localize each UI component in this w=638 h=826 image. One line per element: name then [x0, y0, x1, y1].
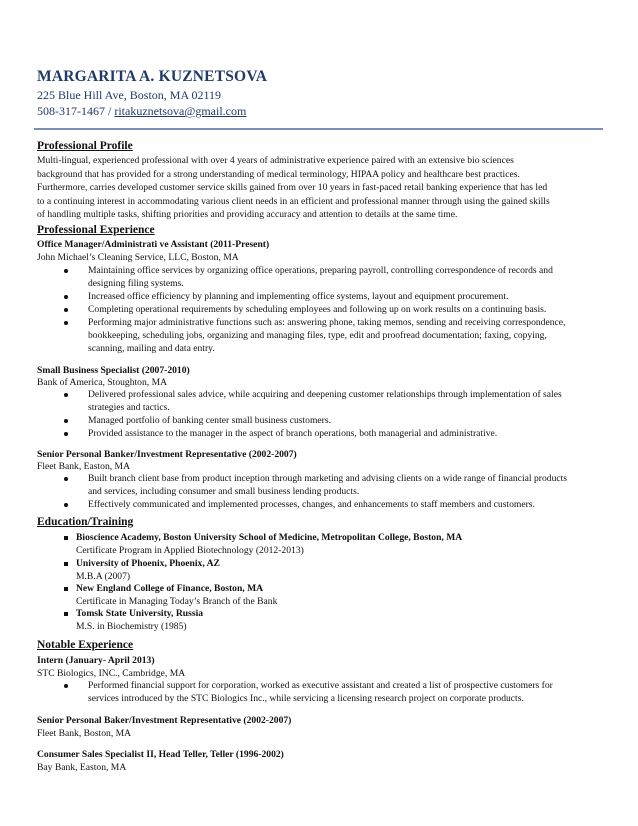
job-title: Small Business Specialist (2007-2010): [37, 365, 190, 376]
bullet-square: [64, 562, 68, 566]
job-bullet-line: Managed portfolio of banking center small business customers.: [88, 415, 331, 426]
job-title: Senior Personal Banker/Investment Representative (2002-2007): [37, 449, 297, 460]
job-bullet-line: Delivered professional sales advice, while acquiring and deepening customer relationships through implementation of sales: [88, 389, 562, 400]
bullet-dot: [64, 477, 68, 481]
job-bullet-line: strategies and tactics.: [88, 402, 170, 413]
job-bullet-line: Effectively communicated and implemented processes, changes, and enhancements to staff members and customers.: [88, 499, 535, 510]
job-org: Bank of America, Stoughton, MA: [37, 377, 168, 388]
contact-line: [37, 104, 246, 119]
bullet-dot: [64, 295, 68, 299]
job-org: Fleet Bank, Boston, MA: [37, 728, 132, 739]
job-title: Intern (January- April 2013): [37, 655, 155, 666]
profile-line: of handling multiple tasks, shifting priorities and providing accuracy and attention to details at the same time.: [37, 209, 458, 220]
bullet-dot: [64, 684, 68, 688]
profile-line: Multi-lingual, experienced professional with over 4 years of administrative experience paired with an extensive bio sciences: [37, 155, 514, 166]
address: 225 Blue Hill Ave, Boston, MA 02119: [37, 88, 222, 102]
candidate-name: MARGARITA A. KUZNETSOVA: [37, 68, 268, 85]
job-org: STC Biologics, INC., Cambridge, MA: [37, 668, 186, 679]
profile-line: Furthermore, carries developed customer service skills gained from over 10 years in fast-paced retail banking experience that has led: [37, 182, 548, 193]
job-org: John Michael’s Cleaning Service, LLC, Boston, MA: [37, 252, 239, 263]
job-bullet-line: Built branch client base from product inception through marketing and advising clients on a wide range of financial products: [88, 473, 568, 484]
school-detail: Certificate Program in Applied Biotechnology (2012-2013): [76, 545, 304, 556]
bullet-dot: [64, 269, 68, 273]
school-name: New England College of Finance, Boston, MA: [76, 583, 264, 594]
job-bullet-line: scanning, mailing and data entry.: [88, 343, 215, 354]
experience-heading: Professional Experience: [37, 224, 155, 236]
bullet-dot: [64, 503, 68, 507]
profile-heading: Professional Profile: [37, 140, 133, 152]
email-link[interactable]: ritakuznetsova@gmail.com: [114, 104, 247, 118]
job-bullet-line: Performed financial support for corporation, worked as executive assistant and created a list of prospective customers for: [88, 680, 553, 691]
notable-heading: Notable Experience: [37, 639, 134, 651]
bullet-dot: [64, 308, 68, 312]
job-bullet-line: Maintaining office services by organizing office operations, preparing payroll, controlling correspondence of records and: [88, 265, 553, 276]
job-bullet-line: designing filing systems.: [88, 278, 184, 289]
phone: 508-317-1467 /: [37, 104, 115, 118]
header-divider: [34, 128, 603, 130]
school-detail: M.B.A (2007): [76, 571, 131, 582]
job-bullet-line: Provided assistance to the manager in the aspect of branch operations, both managerial and administrative.: [88, 428, 498, 439]
school-name: Tomsk State University, Russia: [76, 608, 204, 619]
school-name: Bioscience Academy, Boston University School of Medicine, Metropolitan College, Boston, MA: [76, 532, 463, 543]
school-detail: Certificate in Managing Today’s Branch of the Bank: [76, 596, 278, 607]
bullet-dot: [64, 321, 68, 325]
school-detail: M.S. in Biochemistry (1985): [76, 621, 187, 632]
school-name: University of Phoenix, Phoenix, AZ: [76, 558, 220, 569]
education-heading: Education/Training: [37, 516, 134, 528]
bullet-square: [64, 612, 68, 616]
profile-line: to a continuing interest in accommodating various client needs in an efficient and professional manner through using the gained skills: [37, 195, 550, 207]
job-org: Bay Bank, Easton, MA: [37, 762, 127, 773]
job-title: Consumer Sales Specialist II, Head Teller, Teller (1996-2002): [37, 749, 284, 760]
bullet-dot: [64, 393, 68, 397]
bullet-square: [64, 587, 68, 591]
bullet-dot: [64, 432, 68, 436]
job-title: Office Manager/Administrati ve Assistant (2011-Present): [37, 239, 270, 250]
job-bullet-line: Completing operational requirements by scheduling employees and following up on work results on a continuing basis.: [88, 304, 547, 315]
job-bullet-line: services introduced by the STC Biologics Inc., while servicing a licensing research project on corporate products.: [88, 693, 524, 704]
job-bullet-line: bookkeeping, scheduling jobs, organizing and managing files, type, edit and proofread documentation; faxing, copying,: [88, 330, 547, 341]
job-org: Fleet Bank, Easton, MA: [37, 461, 130, 472]
bullet-square: [64, 536, 68, 540]
job-bullet-line: Increased office efficiency by planning and implementing office systems, layout and equipment procurement.: [88, 291, 509, 302]
job-bullet-line: and services, including consumer and small business lending products.: [88, 486, 360, 497]
job-bullet-line: Performing major administrative functions such as: answering phone, taking memos, sending and receiving correspondence,: [88, 317, 566, 328]
profile-line: background that has provided for a strong understanding of medical terminology, HIPAA policy and healthcare best practices.: [37, 168, 520, 180]
bullet-dot: [64, 419, 68, 423]
job-title: Senior Personal Baker/Investment Representative (2002-2007): [37, 715, 292, 726]
